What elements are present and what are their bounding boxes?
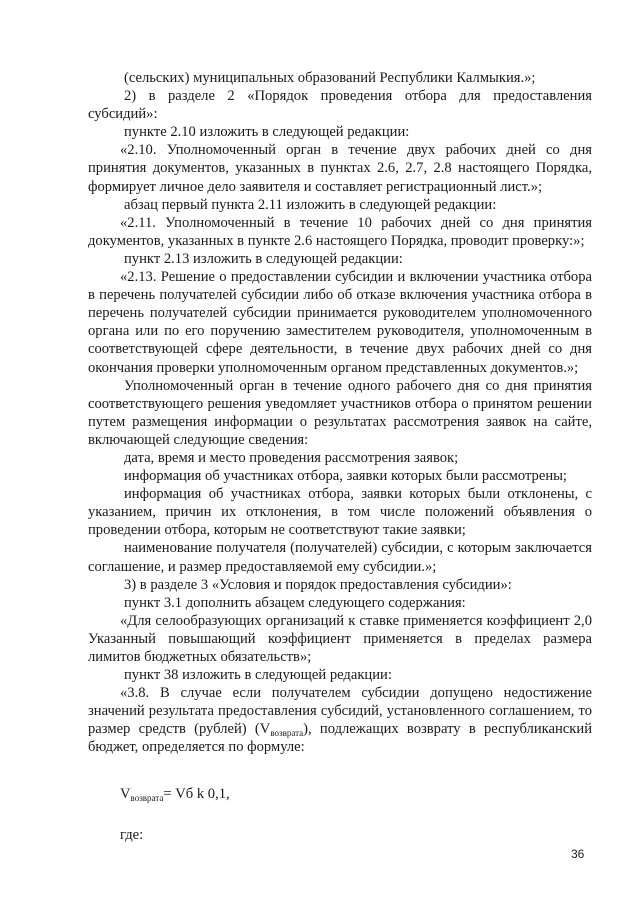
paragraph: «2.11. Уполномоченный в течение 10 рабочих дней со дня принятия документов, указанных в пункте 2.6 настоящего Порядка, проводит проверку:»; — [88, 214, 592, 249]
paragraph: Уполномоченный орган в течение одного рабочего дня со дня принятия соответствующего решения уведомляет участников отбора о принятом решении путем размещения информации о результатах рассмотрения заявок на сайте, включающей следующие сведения: — [88, 377, 592, 448]
paragraph: «2.10. Уполномоченный орган в течение двух рабочих дней со дня принятия документов, указанных в пунктах 2.6, 2.7, 2.8 настоящего Порядка, формирует личное дело заявителя и составляет регистрационный лист.»; — [88, 142, 592, 195]
paragraph: «Для селообразующих организаций к ставке применяется коэффициент 2,0 Указанный повышающий коэффициент применяется в пределах размера лимитов бюджетных обязательств»; — [88, 612, 592, 665]
paragraph: наименование получателя (получателей) субсидии, с которым заключается соглашение, и размер предоставляемой ему субсидии.»; — [88, 540, 592, 575]
paragraph: 3) в разделе 3 «Условия и порядок предоставления субсидии»: — [124, 576, 512, 593]
paragraph: абзац первый пункта 2.11 изложить в следующей редакции: — [124, 196, 497, 213]
paragraph: 2) в разделе 2 «Порядок проведения отбора для предоставления субсидий»: — [88, 88, 592, 123]
paragraph: пункт 3.1 дополнить абзацем следующего содержания: — [124, 594, 466, 611]
paragraph: пункт 38 изложить в следующей редакции: — [124, 667, 392, 684]
paragraph-formula-intro — [88, 684, 592, 756]
paragraph: «2.13. Решение о предоставлении субсидии и включении участника отбора в перечень получателей субсидии либо об отказе включения участника отбора в перечень получателей субсидии принимается руководителем уполномоченного органа или по его поручению заместителем руководителя, уполномоченным в соответствующей сфере деятельности, в течение двух рабочих дней со дня окончания проверки уполномоченным органом представленных документов.»; — [88, 269, 592, 376]
formula — [88, 785, 592, 803]
formula-symbol: V — [120, 785, 131, 802]
where-label: где: — [120, 826, 144, 843]
page-number: 36 — [571, 847, 585, 861]
paragraph: информация об участниках отбора, заявки которых были рассмотрены; — [124, 468, 567, 485]
paragraph: дата, время и место проведения рассмотрения заявок; — [124, 449, 459, 466]
subscript: возврата — [270, 728, 304, 739]
paragraph: (сельских) муниципальных образований Республики Калмыкия.»; — [124, 70, 536, 86]
paragraph-text: ), подлежащих возврату в республиканский бюджет, определяется по формуле: — [88, 721, 592, 756]
document-body — [88, 69, 592, 844]
paragraph: пункт 2.13 изложить в следующей редакции: — [124, 250, 403, 267]
paragraph: пункте 2.10 изложить в следующей редакции: — [124, 124, 410, 141]
paragraph: информация об участниках отбора, заявки которых были отклонены, с указанием, причин их отклонения, в том числе положений объявления о проведении отбора, которым не соответствуют такие заявки; — [88, 486, 592, 539]
formula-subscript: возврата — [130, 792, 164, 803]
paragraph-text: «3.8. В случае если получателем субсидии допущено недостижение значений результата предоставления субсидий, установленного соглашением, то размер средств (рублей) (V — [88, 685, 592, 738]
formula-expression: = Vб k 0,1, — [163, 785, 230, 802]
